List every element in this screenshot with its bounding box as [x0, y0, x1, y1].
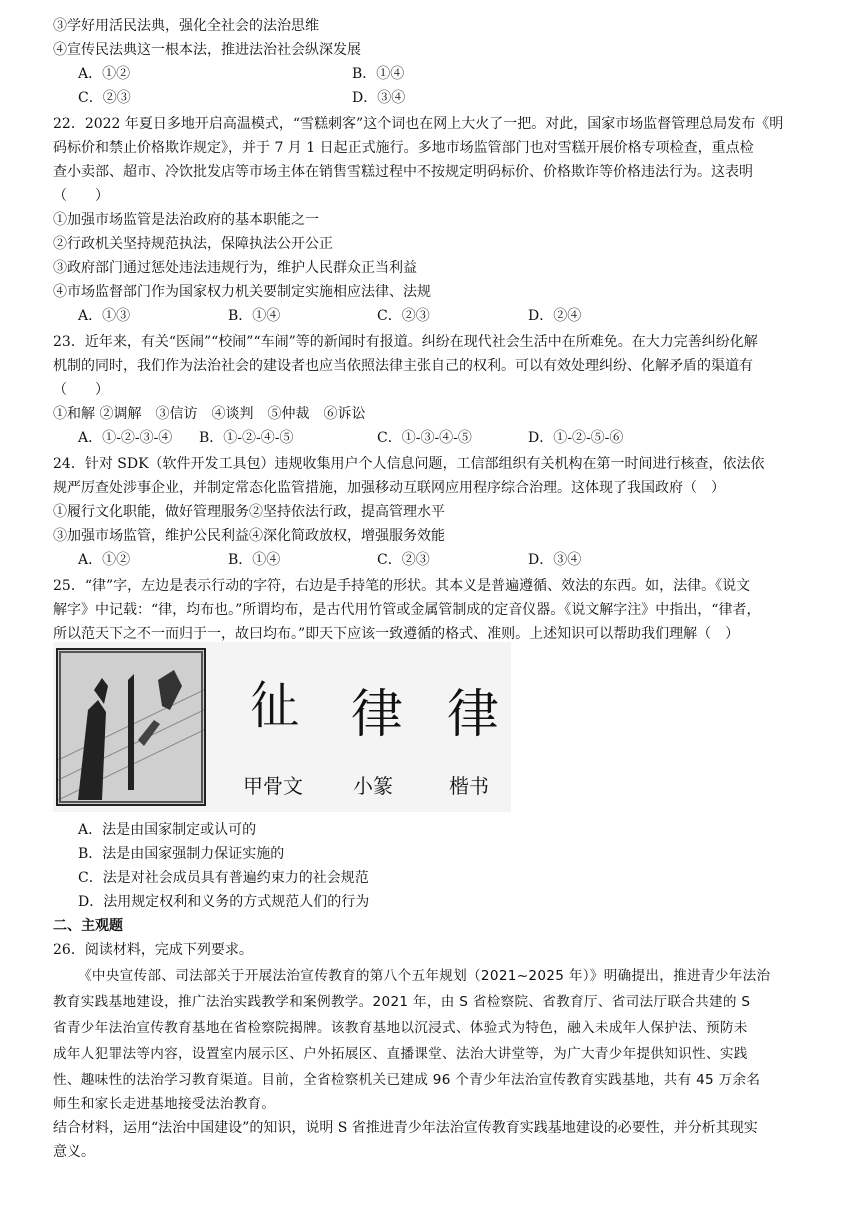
q26-material-line: 省青少年法治宣传教育基地在省检察院揭牌。该教育基地以沉浸式、体验式为特色，融入未成年人保护法、预防未 [53, 1020, 748, 1036]
q25-choice-c: C．法是对社会成员具有普遍约束力的社会规范 [78, 870, 369, 886]
q22-choices [78, 306, 810, 328]
q22-option: ②行政机关坚持规范执法，保障执法公开公正 [53, 236, 333, 252]
q24-choices [78, 550, 810, 572]
q25-choice-b: B．法是由国家强制力保证实施的 [78, 846, 285, 862]
choice-d: D．③④ [352, 90, 406, 106]
choice-a: A．①② [78, 66, 131, 82]
choice-c: C．①-③-④-⑤ [377, 430, 472, 446]
section-heading: 二、主观题 [53, 918, 123, 934]
choice-b: B．①④ [228, 308, 281, 324]
q25-choice-a: A．法是由国家制定或认可的 [78, 822, 257, 838]
choice-c: C．②③ [78, 90, 131, 106]
q22-stem-line: （ ） [53, 188, 109, 204]
q26-head: 26．阅读材料，完成下列要求。 [53, 942, 253, 958]
q23-options: ①和解 ②调解 ③信访 ④谈判 ⑤仲裁 ⑥诉讼 [53, 406, 366, 422]
q25-choice-d: D．法用规定权利和义务的方式规范人们的行为 [78, 894, 370, 910]
q24-stem-line: 24．针对 SDK（软件开发工具包）违规收集用户个人信息问题，工信部组织有关机构在第一时间进行核查，依法依 [53, 456, 765, 472]
q23-choices [78, 428, 810, 450]
q21-choices-row2 [78, 88, 810, 110]
q25-stem-line: 所以范天下之不一而归于一，故曰均布。”即天下应该一致遵循的格式、准则。上述知识可以帮助我们理解（ ） [53, 626, 740, 642]
q26-material-line: 性、趣味性的法治学习教育渠道。目前，全省检察机关已建成 96 个青少年法治宣传教育实践基地，共有 45 万余名 [53, 1072, 761, 1088]
regular-glyph: 律 [447, 685, 500, 745]
q26-material-line: 教育实践基地建设，推广法治实践教学和案例教学。2021 年，由 S 省检察院、省教育厅、省司法厅联合共建的 S [53, 994, 751, 1010]
q22-stem-line: 查小卖部、超市、冷饮批发店等市场主体在销售雪糕过程中不按规定明码标价、价格欺诈等价格违法行为。这表明 [53, 164, 753, 180]
figure-photo [56, 648, 206, 806]
q21-choices-row1 [78, 64, 810, 86]
character-evolution-figure [53, 642, 511, 812]
q21-option-4: ④宣传民法典这一根本法，推进法治社会纵深发展 [53, 42, 361, 58]
q25-stem-line: 25．“律”字，左边是表示行动的字符，右边是手持笔的形状。其本义是普遍遵循、效法的东西。如，法律。《说文 [53, 578, 751, 594]
choice-b: B．①-②-④-⑤ [199, 430, 294, 446]
choice-b: B．①④ [352, 66, 405, 82]
q26-question-line: 结合材料，运用“法治中国建设”的知识，说明 S 省推进青少年法治宣传教育实践基地建设的必要性，并分析其现实 [53, 1120, 758, 1136]
q22-stem-line: 码标价和禁止价格欺诈规定》，并于 7 月 1 日起正式施行。多地市场监管部门也对雪糕开展价格专项检查，重点检 [53, 140, 754, 156]
q21-option-3: ③学好用活民法典，强化全社会的法治思维 [53, 18, 319, 34]
choice-a: A．①② [78, 552, 131, 568]
label-regular: 楷书 [449, 774, 489, 798]
label-oracle: 甲骨文 [243, 774, 303, 798]
q25-stem-line: 解字》中记载：“律，均布也。”所谓均布，是古代用竹管或金属管制成的定音仪器。《说文解字注》中指出，“律者， [53, 602, 761, 618]
choice-c: C．②③ [377, 552, 430, 568]
q26-material-line: 成年人犯罪法等内容，设置室内展示区、户外拓展区、直播课堂、法治大讲堂等，为广大青少年提供知识性、实践 [53, 1046, 748, 1062]
q23-stem-line: 23．近年来，有关“医闹”“校闹”“车闹”等的新闻时有报道。纠纷在现代社会生活中在所难免。在大力完善纠纷化解 [53, 334, 758, 350]
oracle-glyph: 𢓊 [249, 677, 302, 737]
seal-glyph: 律 [351, 685, 404, 745]
q22-option: ④市场监督部门作为国家权力机关要制定实施相应法律、法规 [53, 284, 431, 300]
q22-option: ①加强市场监管是法治政府的基本职能之一 [53, 212, 319, 228]
q24-option: ①履行文化职能，做好管理服务②坚持依法行政，提高管理水平 [53, 504, 445, 520]
choice-b: B．①④ [228, 552, 281, 568]
q24-stem-line: 规严厉查处涉事企业，并制定常态化监管措施，加强移动互联网应用程序综合治理。这体现了我国政府（ ） [53, 480, 725, 496]
label-seal: 小篆 [353, 774, 393, 798]
choice-a: A．①③ [78, 308, 131, 324]
q23-stem-line: （ ） [53, 382, 109, 398]
choice-d: D．②④ [528, 308, 582, 324]
q23-stem-line: 机制的同时，我们作为法治社会的建设者也应当依照法律主张自己的权利。可以有效处理纠纷、化解矛盾的渠道有 [53, 358, 753, 374]
choice-a: A．①-②-③-④ [78, 430, 173, 446]
q22-stem-line: 22．2022 年夏日多地开启高温模式，“雪糕刺客”这个词也在网上大火了一把。对此，国家市场监督管理总局发布《明 [53, 116, 784, 132]
handwriting-illustration [58, 650, 204, 804]
choice-d: D．③④ [528, 552, 582, 568]
choice-c: C．②③ [377, 308, 430, 324]
q26-material-line: 《中央宣传部、司法部关于开展法治宣传教育的第八个五年规划（2021~2025 年）》明确提出，推进青少年法治 [78, 968, 771, 984]
choice-d: D．①-②-⑤-⑥ [528, 430, 624, 446]
q26-question-line: 意义。 [53, 1144, 95, 1160]
q24-option: ③加强市场监管，维护公民利益④深化简政放权，增强服务效能 [53, 528, 445, 544]
q22-option: ③政府部门通过惩处违法违规行为，维护人民群众正当利益 [53, 260, 417, 276]
q26-material-line: 师生和家长走进基地接受法治教育。 [53, 1096, 276, 1112]
